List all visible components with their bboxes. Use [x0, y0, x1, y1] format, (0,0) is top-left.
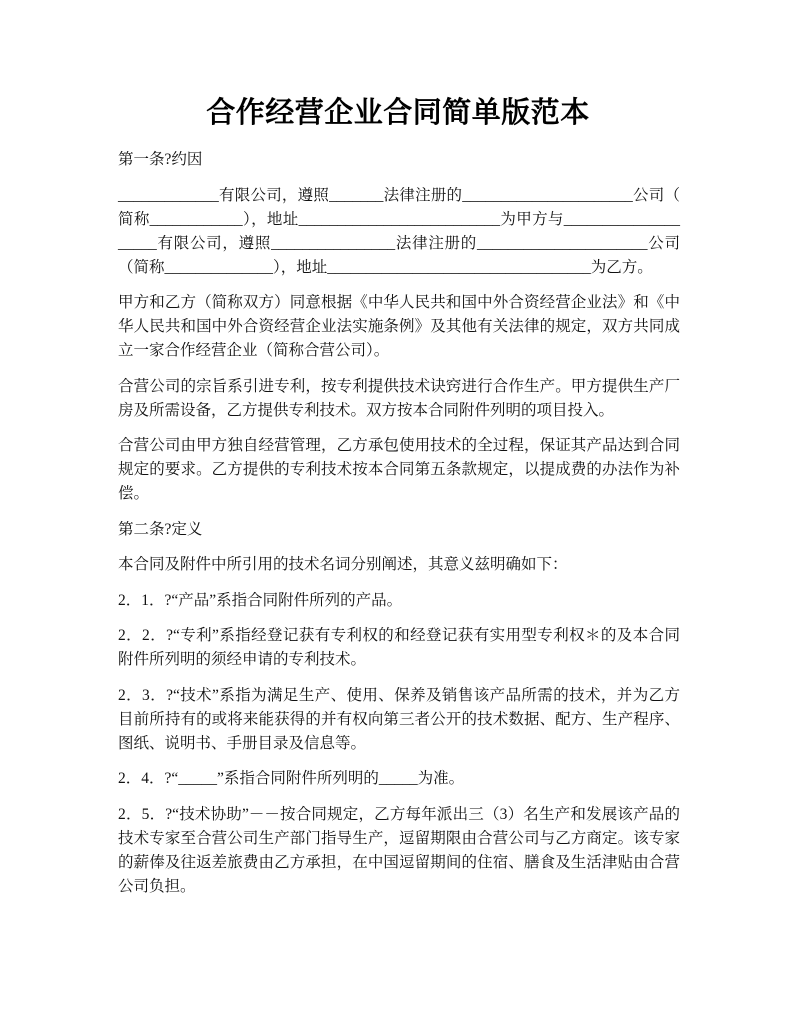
clause-2-3: 2．3．?“技术”系指为满足生产、使用、保养及销售该产品所需的技术，并为乙方目前所持有的或将来能获得的并有权向第三者公开的技术数据、配方、生产程序、图纸、说明书、手册目录及信息等。 [118, 686, 680, 752]
clause-2-2: 2．2．?“专利”系指经登记获有专利权的和经登记获有实用型专利权＊的及本合同附件所列明的须经申请的专利技术。 [118, 627, 680, 668]
clause-2-5: 2．5．?“技术协助”－－按合同规定，乙方每年派出三（3）名生产和发展该产品的技术专家至合营公司生产部门指导生产，逗留期限由合营公司与乙方商定。该专家的薪俸及往返差旅费由乙方承担，在中国逗留期间的住宿、膳食及生活津贴由合营公司负担。 [118, 805, 680, 895]
management-paragraph: 合营公司由甲方独自经营管理，乙方承包使用技术的全过程，保证其产品达到合同规定的要求。乙方提供的专利技术按本合同第五条款规定，以提成费的办法作为补偿。 [118, 437, 680, 502]
document-body [118, 148, 680, 910]
document-title: 合作经营企业合同简单版范本 [206, 95, 590, 129]
clause-2-4: 2．4．?“_____”系指合同附件所列明的_____为准。 [118, 770, 465, 787]
agreement-paragraph: 甲方和乙方（简称双方）同意根据《中华人民共和国中外合资经营企业法》和《中华人民共和国中外合资经营企业法实施条例》及其他有关法律的规定，双方共同成立一家合作经营企业（简称合营公司）。 [118, 294, 680, 359]
article-2-heading: 第二条?定义 [118, 520, 203, 538]
article-1-heading: 第一条?约因 [118, 151, 203, 168]
purpose-paragraph: 合营公司的宗旨系引进专利，按专利提供技术诀窍进行合作生产。甲方提供生产厂房及所需设备，乙方提供专利技术。双方按本合同附件列明的项目投入。 [118, 377, 680, 419]
clause-2-1: 2．1．?“产品”系指合同附件所列的产品。 [118, 591, 403, 609]
definitions-intro: 本合同及附件中所引用的技术名词分别阐述，其意义兹明确如下： [118, 556, 568, 573]
parties-paragraph: _____________有限公司，遵照_______法律注册的______________________公司（简称____________），地址__________________________为甲方与____________________有限公司，遵照________________法律注册的______________________公司（简称______________），地址__________________________________为乙方。 [118, 186, 680, 276]
